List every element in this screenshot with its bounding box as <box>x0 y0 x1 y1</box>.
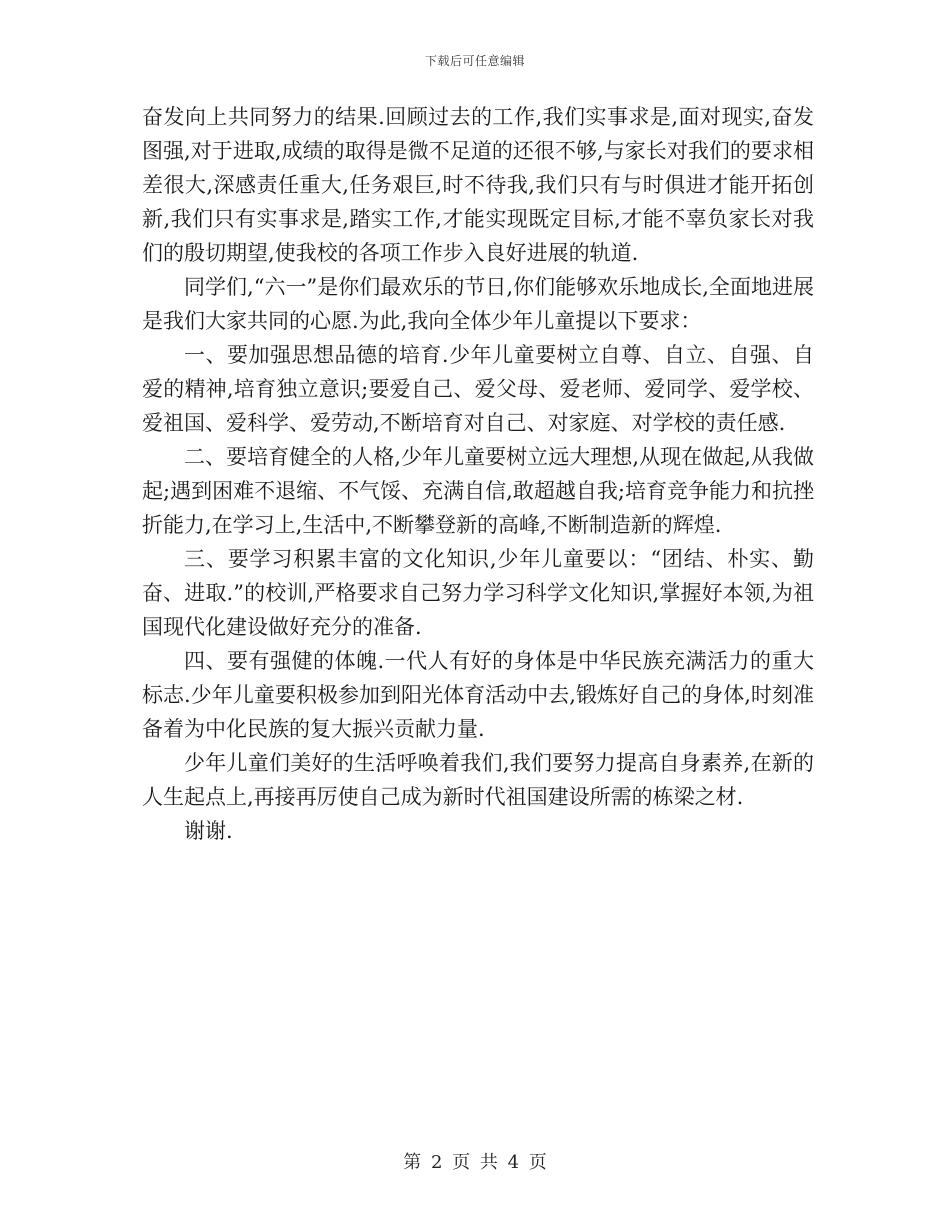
page-number: 第 2 页 共 4 页 <box>403 1152 547 1173</box>
body-paragraph: 三、要学习积累丰富的文化知识,少年儿童要以：“团结、朴实、勤奋、进取.”的校训,严格要求自己努力学习科学文化知识,掌握好本领,为祖国现代化建设做好充分的准备. <box>142 547 814 639</box>
page-header-note: 下载后可任意编辑 <box>424 54 525 68</box>
body-paragraph: 二、要培育健全的人格,少年儿童要树立远大理想,从现在做起,从我做起;遇到困难不退缩、不气馁、充满自信,敢超越自我;培育竞争能力和抗挫折能力,在学习上,生活中,不断攀登新的高峰,不断制造新的辉煌. <box>142 445 814 537</box>
body-paragraph: 同学们,“六一”是你们最欢乐的节日,你们能够欢乐地成长,全面地进展是我们大家共同的心愿.为此,我向全体少年儿童提以下要求： <box>142 275 814 333</box>
document-body <box>142 100 814 848</box>
body-paragraph: 奋发向上共同努力的结果.回顾过去的工作,我们实事求是,面对现实,奋发图强,对于进取,成绩的取得是微不足道的还很不够,与家长对我们的要求相差很大,深感责任重大,任务艰巨,时不待我,我们只有与时俱进才能开拓创新,我们只有实事求是,踏实工作,才能实现既定目标,才能不辜负家长对我们的殷切期望,使我校的各项工作步入良好进展的轨道. <box>142 105 814 265</box>
body-paragraph: 一、要加强思想品德的培育.少年儿童要树立自尊、自立、自强、自爱的精神,培育独立意识;要爱自己、爱父母、爱老师、爱同学、爱学校、爱祖国、爱科学、爱劳动,不断培育对自己、对家庭、对学校的责任感. <box>142 343 814 435</box>
closing-line: 谢谢. <box>184 819 233 843</box>
body-paragraph: 四、要有强健的体魄.一代人有好的身体是中华民族充满活力的重大标志.少年儿童要积极参加到阳光体育活动中去,锻炼好自己的身体,时刻准备着为中化民族的复大振兴贡献力量. <box>142 649 814 741</box>
body-paragraph: 少年儿童们美好的生活呼唤着我们,我们要努力提高自身素养,在新的人生起点上,再接再厉使自己成为新时代祖国建设所需的栋梁之材. <box>142 751 814 809</box>
